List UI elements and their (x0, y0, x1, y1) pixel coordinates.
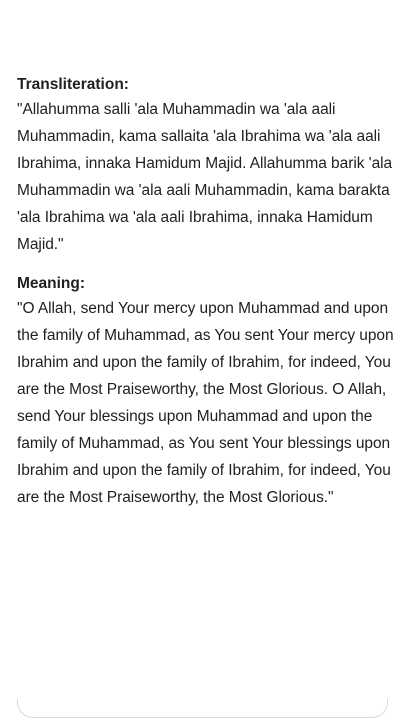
content-area (17, 73, 395, 525)
transliteration-section (17, 73, 395, 258)
transliteration-text: "Allahumma salli 'ala Muhammadin wa 'ala aali Muhammadin, kama sallaita 'ala Ibrahima wa 'ala aali Ibrahima, innaka Hamidum Majid. Allahumma barik 'ala Muhammadin wa 'ala aali Muhammadin, kama barakta 'ala Ibrahima wa 'ala aali Ibrahima, innaka Hamidum Majid." (17, 101, 393, 253)
meaning-heading: Meaning: (17, 275, 86, 292)
meaning-text: "O Allah, send Your mercy upon Muhammad and upon the family of Muhammad, as You sent Your mercy upon Ibrahim and upon the family of Ibrahim, for indeed, You are the Most Praiseworthy, the Most Glorious. O Allah, send Your blessings upon Muhammad and upon the family of Muhammad, as You sent Your blessings upon Ibrahim and upon the family of Ibrahim, for indeed, You are the Most Praiseworthy, the Most Glorious." (17, 300, 394, 506)
meaning-section (17, 272, 395, 511)
transliteration-heading: Transliteration: (17, 76, 129, 93)
card-bottom-edge (17, 699, 388, 718)
